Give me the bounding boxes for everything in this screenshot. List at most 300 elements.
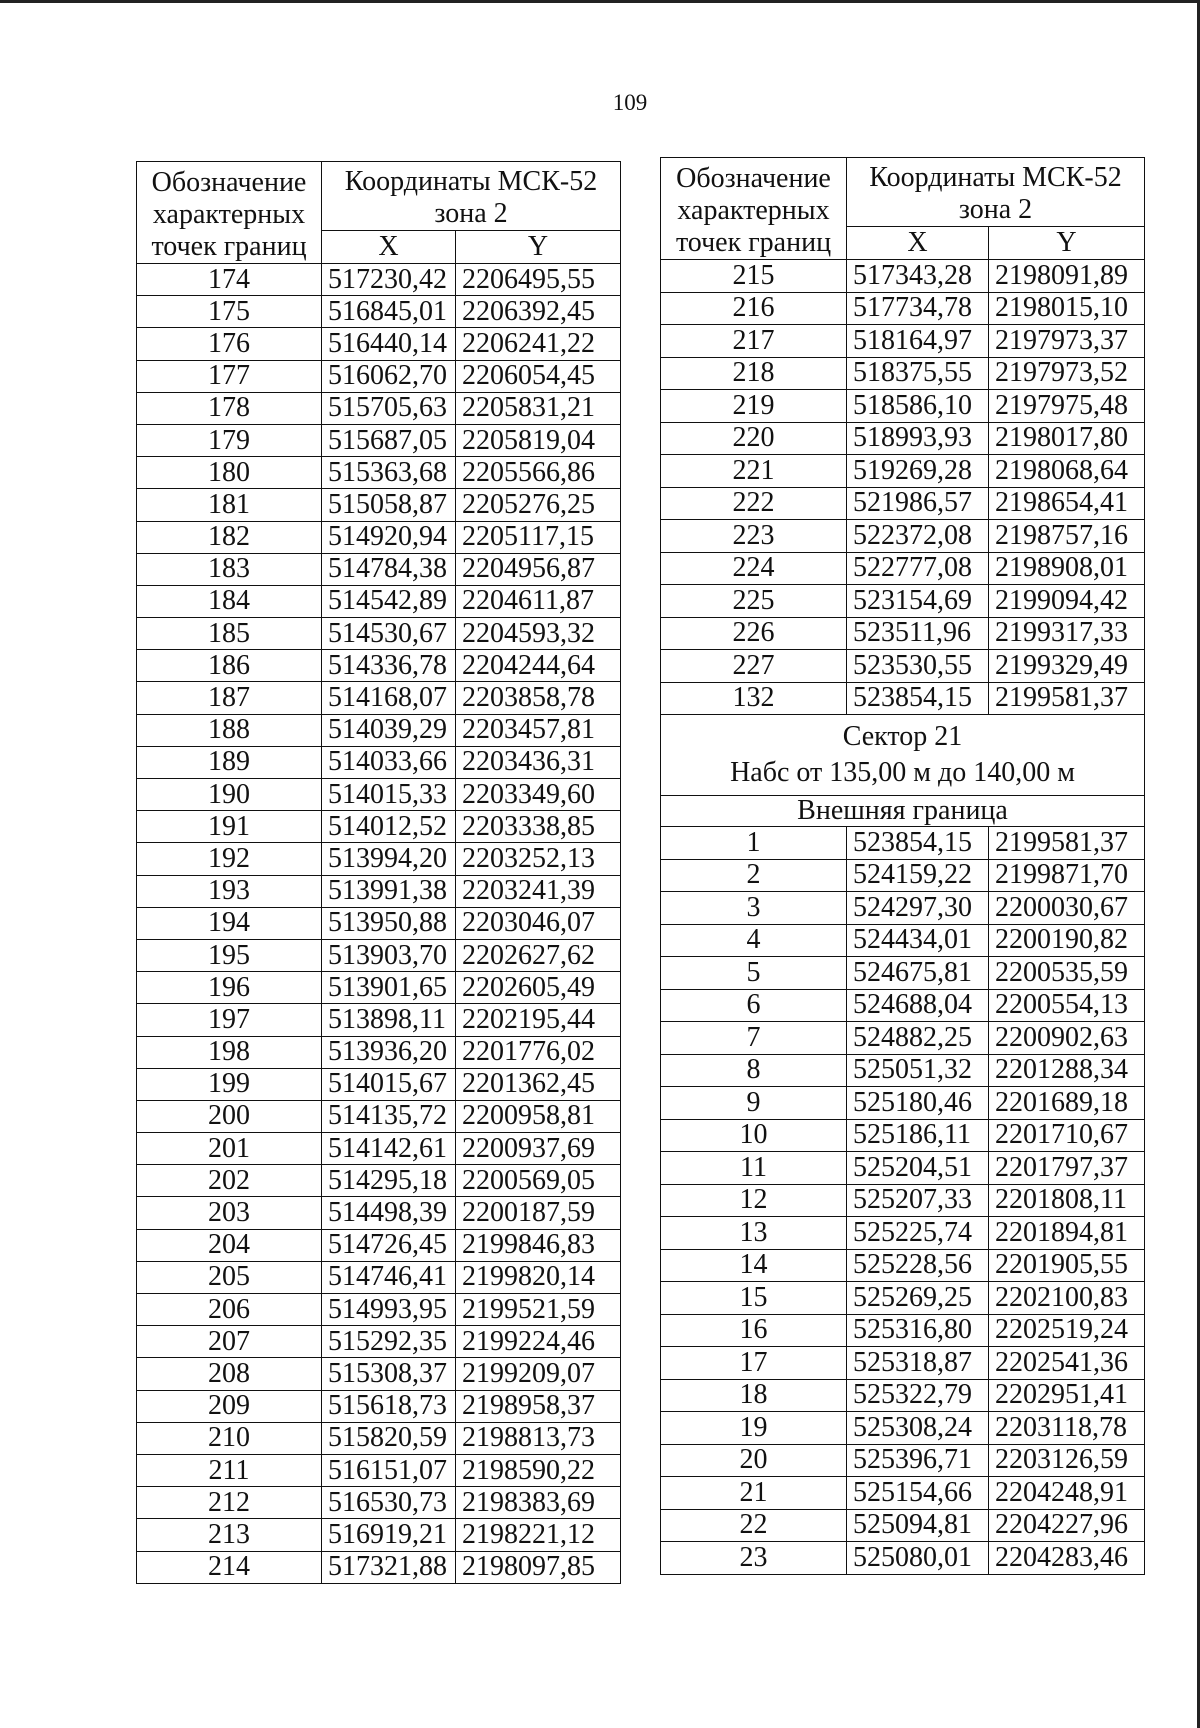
y-header: Y <box>456 231 621 264</box>
table-row <box>137 650 621 682</box>
table-row <box>137 746 621 778</box>
y-coordinate-cell: 2203858,78 <box>456 682 621 714</box>
table-row <box>137 875 621 907</box>
point-id-cell: 227 <box>661 650 847 683</box>
x-coordinate-cell: 521986,57 <box>847 487 989 520</box>
point-id-cell: 208 <box>137 1358 322 1390</box>
x-coordinate-cell: 525269,25 <box>847 1282 989 1315</box>
point-id-cell: 211 <box>137 1454 322 1486</box>
table-row <box>661 1509 1145 1542</box>
y-coordinate-cell: 2200554,13 <box>989 989 1145 1022</box>
y-coordinate-cell: 2199329,49 <box>989 650 1145 683</box>
table-row <box>137 457 621 489</box>
y-coordinate-cell: 2202100,83 <box>989 1282 1145 1315</box>
x-coordinate-cell: 525180,46 <box>847 1087 989 1120</box>
point-id-cell: 209 <box>137 1390 322 1422</box>
table-row <box>661 487 1145 520</box>
x-coordinate-cell: 517343,28 <box>847 260 989 293</box>
point-id-cell: 8 <box>661 1054 847 1087</box>
x-coordinate-cell: 514530,67 <box>322 618 456 650</box>
x-coordinate-cell: 516845,01 <box>322 296 456 328</box>
x-coordinate-cell: 518993,93 <box>847 422 989 455</box>
x-coordinate-cell: 516919,21 <box>322 1519 456 1551</box>
x-coordinate-cell: 514498,39 <box>322 1197 456 1229</box>
table-row <box>661 957 1145 990</box>
table-row <box>137 585 621 617</box>
x-coordinate-cell: 523511,96 <box>847 617 989 650</box>
table-row <box>137 1454 621 1486</box>
table-row <box>137 907 621 939</box>
y-coordinate-cell: 2198590,22 <box>456 1454 621 1486</box>
point-id-cell: 132 <box>661 682 847 715</box>
x-coordinate-cell: 524159,22 <box>847 859 989 892</box>
y-coordinate-cell: 2198097,85 <box>456 1551 621 1583</box>
x-coordinate-cell: 525080,01 <box>847 1542 989 1575</box>
point-id-cell: 199 <box>137 1068 322 1100</box>
coordinates-header: Координаты МСК-52 зона 2 <box>322 162 621 231</box>
point-id-cell: 15 <box>661 1282 847 1315</box>
table-row <box>137 553 621 585</box>
y-coordinate-cell: 2199094,42 <box>989 585 1145 618</box>
x-coordinate-cell: 514135,72 <box>322 1100 456 1132</box>
table-row <box>661 1347 1145 1380</box>
x-coordinate-cell: 514726,45 <box>322 1229 456 1261</box>
y-coordinate-cell: 2198068,64 <box>989 455 1145 488</box>
point-id-cell: 218 <box>661 357 847 390</box>
point-id-cell: 180 <box>137 457 322 489</box>
y-coordinate-cell: 2199581,37 <box>989 827 1145 860</box>
x-coordinate-cell: 518586,10 <box>847 390 989 423</box>
point-id-cell: 216 <box>661 292 847 325</box>
point-id-cell: 214 <box>137 1551 322 1583</box>
x-coordinate-cell: 515687,05 <box>322 424 456 456</box>
y-coordinate-cell: 2198958,37 <box>456 1390 621 1422</box>
y-coordinate-cell: 2198813,73 <box>456 1422 621 1454</box>
y-coordinate-cell: 2203046,07 <box>456 907 621 939</box>
x-coordinate-cell: 513936,20 <box>322 1036 456 1068</box>
y-coordinate-cell: 2199871,70 <box>989 859 1145 892</box>
point-id-cell: 195 <box>137 939 322 971</box>
x-coordinate-cell: 525051,32 <box>847 1054 989 1087</box>
x-coordinate-cell: 525318,87 <box>847 1347 989 1380</box>
x-coordinate-cell: 523530,55 <box>847 650 989 683</box>
table-row <box>137 779 621 811</box>
x-coordinate-cell: 513903,70 <box>322 939 456 971</box>
point-id-cell: 179 <box>137 424 322 456</box>
table-row <box>661 1444 1145 1477</box>
table-row <box>661 260 1145 293</box>
point-id-cell: 1 <box>661 827 847 860</box>
table-row <box>661 827 1145 860</box>
x-coordinate-cell: 524434,01 <box>847 924 989 957</box>
y-coordinate-cell: 2200030,67 <box>989 892 1145 925</box>
point-id-cell: 197 <box>137 1004 322 1036</box>
y-coordinate-cell: 2205276,25 <box>456 489 621 521</box>
point-id-cell: 10 <box>661 1119 847 1152</box>
x-coordinate-cell: 514168,07 <box>322 682 456 714</box>
point-id-cell: 198 <box>137 1036 322 1068</box>
table-row <box>661 1542 1145 1575</box>
point-id-cell: 182 <box>137 521 322 553</box>
point-id-cell: 176 <box>137 328 322 360</box>
x-coordinate-cell: 519269,28 <box>847 455 989 488</box>
point-id-cell: 192 <box>137 843 322 875</box>
table-row <box>137 1551 621 1583</box>
point-id-cell: 202 <box>137 1165 322 1197</box>
sector-elevation: Набс от 135,00 м до 140,00 м <box>730 757 1075 788</box>
table-row <box>661 859 1145 892</box>
x-coordinate-cell: 514015,33 <box>322 779 456 811</box>
point-id-cell: 193 <box>137 875 322 907</box>
table-row <box>661 650 1145 683</box>
x-coordinate-cell: 517321,88 <box>322 1551 456 1583</box>
y-coordinate-cell: 2199846,83 <box>456 1229 621 1261</box>
x-coordinate-cell: 515363,68 <box>322 457 456 489</box>
y-coordinate-cell: 2203126,59 <box>989 1444 1145 1477</box>
table-row <box>661 1379 1145 1412</box>
table-row <box>137 264 621 296</box>
y-coordinate-cell: 2200190,82 <box>989 924 1145 957</box>
x-coordinate-cell: 525316,80 <box>847 1314 989 1347</box>
point-id-cell: 12 <box>661 1184 847 1217</box>
y-coordinate-cell: 2206054,45 <box>456 360 621 392</box>
x-coordinate-cell: 514142,61 <box>322 1133 456 1165</box>
point-id-cell: 206 <box>137 1294 322 1326</box>
table-row <box>137 1487 621 1519</box>
point-id-cell: 6 <box>661 989 847 1022</box>
y-coordinate-cell: 2203252,13 <box>456 843 621 875</box>
y-coordinate-cell: 2201689,18 <box>989 1087 1145 1120</box>
point-id-cell: 226 <box>661 617 847 650</box>
point-id-cell: 220 <box>661 422 847 455</box>
table-row <box>137 1100 621 1132</box>
point-id-cell: 19 <box>661 1412 847 1445</box>
table-row <box>661 617 1145 650</box>
table-row <box>137 1197 621 1229</box>
coordinates-table-right <box>660 157 1145 1575</box>
point-id-cell: 2 <box>661 859 847 892</box>
y-coordinate-cell: 2200958,81 <box>456 1100 621 1132</box>
point-id-cell: 212 <box>137 1487 322 1519</box>
x-coordinate-cell: 525094,81 <box>847 1509 989 1542</box>
table-row <box>661 357 1145 390</box>
point-id-cell: 20 <box>661 1444 847 1477</box>
x-coordinate-cell: 514295,18 <box>322 1165 456 1197</box>
x-coordinate-cell: 515618,73 <box>322 1390 456 1422</box>
y-coordinate-cell: 2205831,21 <box>456 392 621 424</box>
y-coordinate-cell: 2205566,86 <box>456 457 621 489</box>
y-coordinate-cell: 2202627,62 <box>456 939 621 971</box>
x-coordinate-cell: 525322,79 <box>847 1379 989 1412</box>
table-row <box>661 1249 1145 1282</box>
x-coordinate-cell: 515820,59 <box>322 1422 456 1454</box>
y-coordinate-cell: 2200937,69 <box>456 1133 621 1165</box>
y-coordinate-cell: 2204956,87 <box>456 553 621 585</box>
y-coordinate-cell: 2201808,11 <box>989 1184 1145 1217</box>
table-row <box>137 1068 621 1100</box>
table-row <box>137 939 621 971</box>
y-coordinate-cell: 2199317,33 <box>989 617 1145 650</box>
point-id-cell: 178 <box>137 392 322 424</box>
point-id-cell: 184 <box>137 585 322 617</box>
x-coordinate-cell: 515292,35 <box>322 1326 456 1358</box>
y-coordinate-cell: 2198654,41 <box>989 487 1145 520</box>
point-id-cell: 188 <box>137 714 322 746</box>
table-row <box>137 360 621 392</box>
y-coordinate-cell: 2202195,44 <box>456 1004 621 1036</box>
y-coordinate-cell: 2198017,80 <box>989 422 1145 455</box>
y-coordinate-cell: 2203349,60 <box>456 779 621 811</box>
table-row <box>661 390 1145 423</box>
point-id-cell: 4 <box>661 924 847 957</box>
table-row <box>137 1036 621 1068</box>
table-row <box>661 682 1145 715</box>
y-coordinate-cell: 2197975,48 <box>989 390 1145 423</box>
y-coordinate-cell: 2198015,10 <box>989 292 1145 325</box>
x-header-right: X <box>847 227 989 260</box>
point-id-cell: 224 <box>661 552 847 585</box>
x-coordinate-cell: 518375,55 <box>847 357 989 390</box>
table-row <box>661 1054 1145 1087</box>
x-coordinate-cell: 525207,33 <box>847 1184 989 1217</box>
x-coordinate-cell: 524297,30 <box>847 892 989 925</box>
y-coordinate-cell: 2198383,69 <box>456 1487 621 1519</box>
x-coordinate-cell: 522372,08 <box>847 520 989 553</box>
y-coordinate-cell: 2206495,55 <box>456 264 621 296</box>
x-coordinate-cell: 514784,38 <box>322 553 456 585</box>
point-id-cell: 174 <box>137 264 322 296</box>
x-coordinate-cell: 524675,81 <box>847 957 989 990</box>
y-coordinate-cell: 2203436,31 <box>456 746 621 778</box>
point-id-cell: 221 <box>661 455 847 488</box>
x-coordinate-cell: 513994,20 <box>322 843 456 875</box>
y-coordinate-cell: 2197973,37 <box>989 325 1145 358</box>
point-id-cell: 201 <box>137 1133 322 1165</box>
point-id-cell: 16 <box>661 1314 847 1347</box>
table-row <box>137 296 621 328</box>
x-coordinate-cell: 523854,15 <box>847 827 989 860</box>
table-row <box>661 1184 1145 1217</box>
y-coordinate-cell: 2201362,45 <box>456 1068 621 1100</box>
x-coordinate-cell: 524882,25 <box>847 1022 989 1055</box>
table-row <box>137 682 621 714</box>
point-id-cell: 223 <box>661 520 847 553</box>
point-id-cell: 203 <box>137 1197 322 1229</box>
y-coordinate-cell: 2198908,01 <box>989 552 1145 585</box>
point-id-cell: 225 <box>661 585 847 618</box>
x-coordinate-cell: 524688,04 <box>847 989 989 1022</box>
x-coordinate-cell: 525204,51 <box>847 1152 989 1185</box>
y-header-right: Y <box>989 227 1145 260</box>
y-coordinate-cell: 2205117,15 <box>456 521 621 553</box>
y-coordinate-cell: 2198757,16 <box>989 520 1145 553</box>
point-id-cell: 183 <box>137 553 322 585</box>
y-coordinate-cell: 2200535,59 <box>989 957 1145 990</box>
y-coordinate-cell: 2198221,12 <box>456 1519 621 1551</box>
point-id-cell: 7 <box>661 1022 847 1055</box>
x-coordinate-cell: 516440,14 <box>322 328 456 360</box>
y-coordinate-cell: 2204593,32 <box>456 618 621 650</box>
table-row <box>137 1229 621 1261</box>
table-row <box>137 1519 621 1551</box>
table-row <box>661 1087 1145 1120</box>
point-id-cell: 23 <box>661 1542 847 1575</box>
table-row <box>137 1133 621 1165</box>
y-coordinate-cell: 2205819,04 <box>456 424 621 456</box>
y-coordinate-cell: 2202519,24 <box>989 1314 1145 1347</box>
table-row <box>661 325 1145 358</box>
y-coordinate-cell: 2204248,91 <box>989 1477 1145 1510</box>
table-row <box>137 1422 621 1454</box>
table-row <box>661 552 1145 585</box>
point-id-cell: 190 <box>137 779 322 811</box>
point-id-cell: 222 <box>661 487 847 520</box>
point-id-cell: 215 <box>661 260 847 293</box>
y-coordinate-cell: 2202605,49 <box>456 972 621 1004</box>
x-coordinate-cell: 514012,52 <box>322 811 456 843</box>
point-id-cell: 175 <box>137 296 322 328</box>
table-row <box>137 392 621 424</box>
point-id-cell: 207 <box>137 1326 322 1358</box>
y-coordinate-cell: 2204227,96 <box>989 1509 1145 1542</box>
table-row <box>137 1358 621 1390</box>
x-coordinate-cell: 525225,74 <box>847 1217 989 1250</box>
x-coordinate-cell: 516151,07 <box>322 1454 456 1486</box>
table-row <box>661 1477 1145 1510</box>
point-id-cell: 187 <box>137 682 322 714</box>
table-row <box>661 520 1145 553</box>
table-row <box>137 1261 621 1293</box>
x-coordinate-cell: 514993,95 <box>322 1294 456 1326</box>
table-row <box>661 989 1145 1022</box>
x-coordinate-cell: 525308,24 <box>847 1412 989 1445</box>
x-coordinate-cell: 525396,71 <box>847 1444 989 1477</box>
table-row <box>137 1165 621 1197</box>
x-coordinate-cell: 517230,42 <box>322 264 456 296</box>
point-id-cell: 219 <box>661 390 847 423</box>
y-coordinate-cell: 2201776,02 <box>456 1036 621 1068</box>
x-coordinate-cell: 523154,69 <box>847 585 989 618</box>
x-coordinate-cell: 515058,87 <box>322 489 456 521</box>
point-id-cell: 200 <box>137 1100 322 1132</box>
point-id-cell: 210 <box>137 1422 322 1454</box>
point-id-cell: 185 <box>137 618 322 650</box>
point-id-cell: 3 <box>661 892 847 925</box>
x-coordinate-cell: 514746,41 <box>322 1261 456 1293</box>
x-coordinate-cell: 514542,89 <box>322 585 456 617</box>
y-coordinate-cell: 2203241,39 <box>456 875 621 907</box>
x-coordinate-cell: 517734,78 <box>847 292 989 325</box>
table-row <box>137 843 621 875</box>
x-coordinate-cell: 514920,94 <box>322 521 456 553</box>
y-coordinate-cell: 2204244,64 <box>456 650 621 682</box>
sector-caption <box>661 715 1145 796</box>
y-coordinate-cell: 2199581,37 <box>989 682 1145 715</box>
page-number: 109 <box>612 90 648 115</box>
x-coordinate-cell: 513991,38 <box>322 875 456 907</box>
table-row <box>661 1022 1145 1055</box>
coordinates-table-left <box>136 161 621 1584</box>
x-coordinate-cell: 525228,56 <box>847 1249 989 1282</box>
table-row <box>137 1294 621 1326</box>
point-id-cell: 213 <box>137 1519 322 1551</box>
y-coordinate-cell: 2202541,36 <box>989 1347 1145 1380</box>
x-coordinate-cell: 522777,08 <box>847 552 989 585</box>
x-coordinate-cell: 514039,29 <box>322 714 456 746</box>
y-coordinate-cell: 2197973,52 <box>989 357 1145 390</box>
x-coordinate-cell: 513898,11 <box>322 1004 456 1036</box>
point-id-cell: 9 <box>661 1087 847 1120</box>
table-row <box>137 811 621 843</box>
left-table-body <box>137 264 621 1584</box>
point-id-cell: 13 <box>661 1217 847 1250</box>
sector-title: Сектор 21 <box>842 721 963 752</box>
point-id-cell: 191 <box>137 811 322 843</box>
y-coordinate-cell: 2203118,78 <box>989 1412 1145 1445</box>
x-coordinate-cell: 514033,66 <box>322 746 456 778</box>
y-coordinate-cell: 2202951,41 <box>989 1379 1145 1412</box>
table-row <box>137 714 621 746</box>
x-coordinate-cell: 518164,97 <box>847 325 989 358</box>
point-id-cell: 196 <box>137 972 322 1004</box>
table-row <box>137 1326 621 1358</box>
x-header: X <box>322 231 456 264</box>
x-coordinate-cell: 514336,78 <box>322 650 456 682</box>
table-row <box>137 618 621 650</box>
table-row <box>661 1217 1145 1250</box>
table-row <box>137 424 621 456</box>
boundary-label: Внешняя граница <box>661 796 1145 827</box>
point-id-cell: 11 <box>661 1152 847 1185</box>
y-coordinate-cell: 2201710,67 <box>989 1119 1145 1152</box>
y-coordinate-cell: 2201288,34 <box>989 1054 1145 1087</box>
table-row <box>661 1412 1145 1445</box>
y-coordinate-cell: 2206241,22 <box>456 328 621 360</box>
x-coordinate-cell: 523854,15 <box>847 682 989 715</box>
x-coordinate-cell: 515705,63 <box>322 392 456 424</box>
point-id-cell: 17 <box>661 1347 847 1380</box>
x-coordinate-cell: 525154,66 <box>847 1477 989 1510</box>
point-id-cell: 21 <box>661 1477 847 1510</box>
table-row <box>137 328 621 360</box>
point-id-cell: 205 <box>137 1261 322 1293</box>
y-coordinate-cell: 2204283,46 <box>989 1542 1145 1575</box>
point-id-cell: 189 <box>137 746 322 778</box>
x-coordinate-cell: 516530,73 <box>322 1487 456 1519</box>
point-id-cell: 186 <box>137 650 322 682</box>
y-coordinate-cell: 2200569,05 <box>456 1165 621 1197</box>
table-row <box>137 1390 621 1422</box>
y-coordinate-cell: 2199521,59 <box>456 1294 621 1326</box>
point-id-cell: 204 <box>137 1229 322 1261</box>
designation-header-right: Обозначение характерных точек границ <box>661 158 847 260</box>
table-row <box>661 1152 1145 1185</box>
point-id-cell: 181 <box>137 489 322 521</box>
table-row <box>661 924 1145 957</box>
y-coordinate-cell: 2203457,81 <box>456 714 621 746</box>
table-row <box>661 892 1145 925</box>
x-coordinate-cell: 516062,70 <box>322 360 456 392</box>
point-id-cell: 217 <box>661 325 847 358</box>
right-table-body-bottom <box>661 827 1145 1575</box>
table-row <box>661 422 1145 455</box>
y-coordinate-cell: 2201905,55 <box>989 1249 1145 1282</box>
y-coordinate-cell: 2199820,14 <box>456 1261 621 1293</box>
table-row <box>661 585 1145 618</box>
point-id-cell: 177 <box>137 360 322 392</box>
table-row <box>137 972 621 1004</box>
y-coordinate-cell: 2200902,63 <box>989 1022 1145 1055</box>
